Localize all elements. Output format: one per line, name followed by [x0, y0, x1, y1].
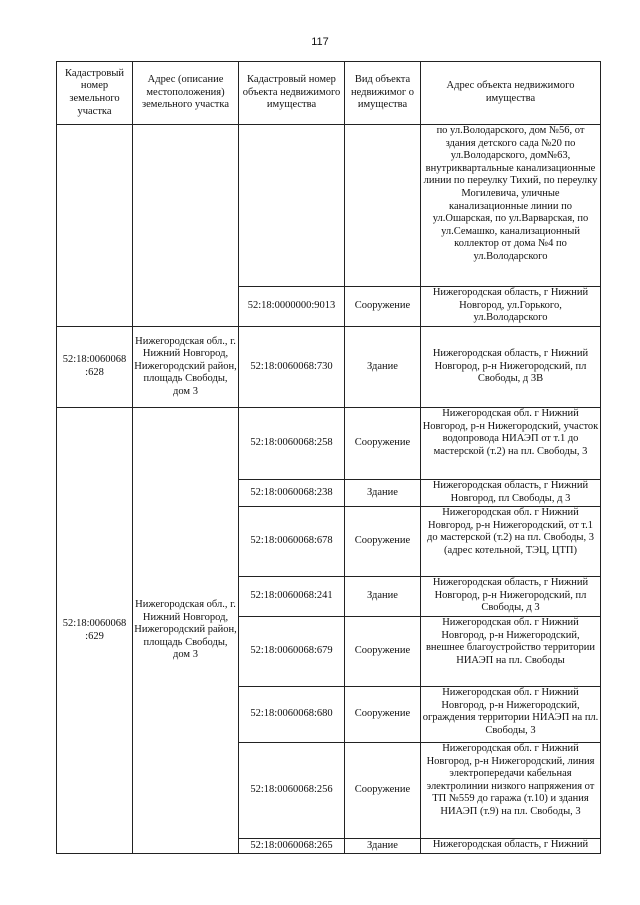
object-address-cell: Нижегородская область, г Нижний Новгород, ул.Горького, ул.Володарского: [421, 287, 601, 327]
table-row: [57, 327, 601, 408]
object-cad-cell: 52:18:0060068:679: [239, 617, 345, 687]
object-address-cell: по ул.Володарского, дом №56, от здания детского сада №20 по ул.Володарского, дом№63, внутриквартальные канализационные линии по переулку Тихий, по переулку Могилевича, уличные канализационные линии по ул.Ошарская, по ул.Варварская, по ул.Семашко, канализационный коллектор от дома №4 по ул.Володарского: [421, 125, 601, 287]
land-address-cell: Нижегородская обл., г. Нижний Новгород, Нижегородский район, площадь Свободы, дом 3: [133, 408, 239, 854]
object-address-cell: Нижегородская область, г Нижний Новгород, р-н Нижегородский, пл Свободы, д 3: [421, 577, 601, 617]
object-address-cell: Нижегородская обл. г Нижний Новгород, р-н Нижегородский, ограждения территории НИАЭП на пл. Свободы, 3: [421, 687, 601, 743]
land-address-cell: Нижегородская обл., г. Нижний Новгород, Нижегородский район, площадь Свободы, дом 3: [133, 327, 239, 408]
page-number: 117: [311, 36, 329, 48]
object-type-cell: [345, 125, 421, 287]
table-row: [57, 125, 601, 287]
object-address-cell: Нижегородская обл. г Нижний Новгород, р-н Нижегородский, линия электропередачи кабельная электролинии низкого напряжения от ТП №559 до гаража (т.10) и здания НИАЭП (т.9) на пл. Свободы, 3: [421, 743, 601, 839]
object-cad-cell: 52:18:0000000:9013: [239, 287, 345, 327]
object-type-cell: Сооружение: [345, 287, 421, 327]
object-cad-cell: 52:18:0060068:680: [239, 687, 345, 743]
header-land-cadastral-number: Кадастровый номер земельного участка: [57, 62, 133, 125]
object-cad-cell: 52:18:0060068:241: [239, 577, 345, 617]
object-type-cell: Здание: [345, 480, 421, 507]
object-cad-cell: 52:18:0060068:238: [239, 480, 345, 507]
header-object-type: Вид объекта недвижимог о имущества: [345, 62, 421, 125]
object-type-cell: Сооружение: [345, 507, 421, 577]
object-type-cell: Сооружение: [345, 408, 421, 480]
object-type-cell: Сооружение: [345, 687, 421, 743]
object-cad-cell: [239, 125, 345, 287]
object-type-cell: Здание: [345, 327, 421, 408]
object-address-cell: Нижегородская область, г Нижний: [421, 839, 601, 854]
object-cad-cell: 52:18:0060068:258: [239, 408, 345, 480]
object-type-cell: Здание: [345, 577, 421, 617]
land-address-cell: [133, 125, 239, 327]
land-cad-cell: [57, 125, 133, 327]
object-cad-cell: 52:18:0060068:730: [239, 327, 345, 408]
object-address-cell: Нижегородская область, г Нижний Новгород, пл Свободы, д 3: [421, 480, 601, 507]
header-land-address: Адрес (описание местоположения) земельного участка: [133, 62, 239, 125]
table-row: [57, 408, 601, 480]
land-cad-cell: 52:18:0060068 :628: [57, 327, 133, 408]
table-header-row: [57, 62, 601, 125]
object-type-cell: Здание: [345, 839, 421, 854]
property-register-table: [56, 61, 601, 854]
object-cad-cell: 52:18:0060068:265: [239, 839, 345, 854]
object-address-cell: Нижегородская обл. г Нижний Новгород, р-н Нижегородский, от т.1 до мастерской (т.2) на пл. Свободы, 3 (адрес котельной, ТЭЦ, ЦТП): [421, 507, 601, 577]
object-type-cell: Сооружение: [345, 743, 421, 839]
object-address-cell: Нижегородская область, г Нижний Новгород, р-н Нижегородский, пл Свободы, д 3В: [421, 327, 601, 408]
object-type-cell: Сооружение: [345, 617, 421, 687]
header-object-cadastral-number: Кадастровый номер объекта недвижимого имущества: [239, 62, 345, 125]
header-object-address: Адрес объекта недвижимого имущества: [421, 62, 601, 125]
object-address-cell: Нижегородская обл. г Нижний Новгород, р-н Нижегородский, внешнее благоустройство территории НИАЭП на пл. Свободы: [421, 617, 601, 687]
object-address-cell: Нижегородская обл. г Нижний Новгород, р-н Нижегородский, участок водопровода НИАЭП от т.1 до мастерской (т.2) на пл. Свободы, 3: [421, 408, 601, 480]
object-cad-cell: 52:18:0060068:678: [239, 507, 345, 577]
land-cad-cell: 52:18:0060068 :629: [57, 408, 133, 854]
object-cad-cell: 52:18:0060068:256: [239, 743, 345, 839]
